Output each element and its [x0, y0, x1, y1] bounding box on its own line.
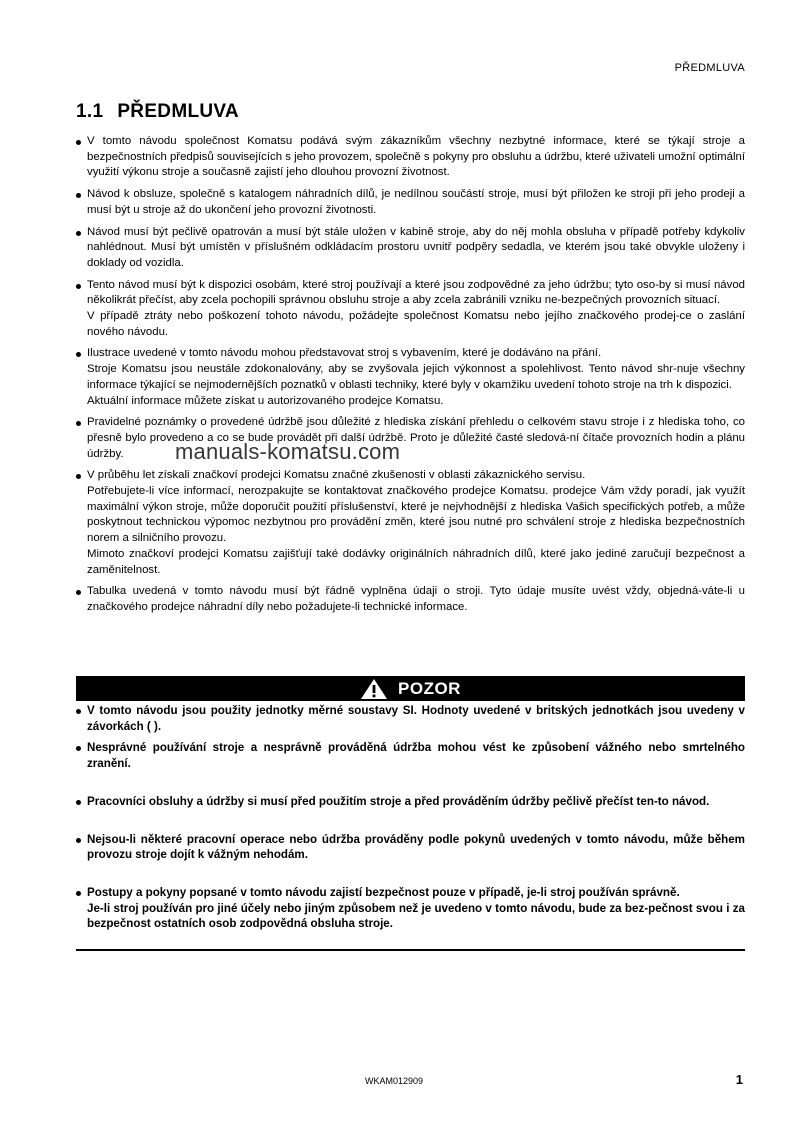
paragraph: Tento návod musí být k dispozici osobám, které stroj používají a které jsou zodpovědné za jeho údržbu; tyto oso-by si musí návod několikrát přečíst, aby zcela pochopili správnou obsluhu stroje a aby zcela zabránili vzniku ne-bezpečných provozních situací. [87, 278, 745, 307]
warning-item [76, 703, 745, 734]
paragraph: Potřebujete-li více informací, nerozpakujte se kontaktovat značkového prodejce Komatsu. prodejce Vám vždy poradí, jak využít maximální výkon stroje, může doporučit použití příslušenství, které je nejvhodnější z hlediska Vašich specifických potřeb, a může poskytnout technickou výpomoc nezbytnou pro provádění změn, které jsou nutné pro schválení stroje z hlediska bezpečnostních norem a silničního provozu. [87, 485, 745, 545]
bullet-icon [76, 838, 81, 843]
paragraph: Návod musí být pečlivě opatrován a musí být stále uložen v kabině stroje, aby do něj mohla obsluha v případě potřeby kdykoliv nahlédnout. Musí být umístěn v příslušném odkládacím prostoru uvnitř podpěry sedadla, ve kterém jsou také obvykle uloženy i doklady od vozidla. [87, 225, 745, 269]
warning-title: POZOR [398, 678, 461, 698]
list-item [76, 278, 745, 341]
paragraph: Postupy a pokyny popsané v tomto návodu zajistí bezpečnost pouze v případě, je-li stroj používán správně. [87, 885, 680, 899]
bullet-icon [76, 590, 81, 595]
bullet-icon [76, 474, 81, 479]
list-item [76, 225, 745, 272]
bullet-icon [76, 800, 81, 805]
bullet-icon [76, 891, 81, 896]
paragraph: Je-li stroj používán pro jiné účely nebo jiným způsobem než je uvedeno v tomto návodu, bude za bez-pečnost svou i za bezpečnost ostatních osob zodpovědná obsluha stroje. [87, 901, 745, 931]
bullet-icon [76, 140, 81, 145]
paragraph: Stroje Komatsu jsou neustále zdokonalovány, aby se zvyšovala jejich výkonnost a spolehlivost. Tento návod shr-nuje všechny informace týkající se nejmodernějších poznatků v oblasti techniky, které byly v okamžiku uvedení tohoto stroje na trh k dispozici. [87, 363, 745, 391]
bullet-icon [76, 352, 81, 357]
bullet-icon [76, 421, 81, 426]
paragraph: Nejsou-li některé pracovní operace nebo údržba prováděny podle pokynů uvedených v tomto návodu, může během provozu stroje dojít k vážným nehodám. [87, 832, 745, 862]
paragraph: V průběhu let získali značkoví prodejci Komatsu značné zkušenosti v oblasti zákaznického servisu. [87, 469, 586, 482]
bullet-icon [76, 284, 81, 289]
paragraph: Nesprávné používání stroje a nesprávně prováděná údržba mohou vést ke způsobení vážného nebo smrtelného zranění. [87, 741, 745, 771]
warning-triangle-icon [360, 678, 388, 700]
warning-item [76, 794, 745, 810]
paragraph: Návod k obsluze, společně s katalogem náhradních dílů, je nedílnou součástí stroje, musí být přiložen ke stroji při jeho prodeji a musí být u stroje až do ukončení jeho provozní životnosti. [87, 188, 745, 216]
bullet-icon [76, 709, 81, 714]
paragraph: V tomto návodu společnost Komatsu podává svým zákazníkům všechny nezbytné informace, které se týkají stroje a bezpečnostních předpisů souvisejících s jeho provozem, společně s pokyny pro obsluhu a údržbu, které uživateli umožní optimální využití výkonu stroje a současně zajistí jeho dlouhou provozní životnost. [87, 135, 745, 179]
bullet-icon [76, 193, 81, 198]
section-title-text: PŘEDMLUVA [117, 101, 239, 122]
section-number: 1.1 [76, 101, 104, 122]
paragraph: Mimoto značkoví prodejci Komatsu zajišťují také dodávky originálních náhradních dílů, které jako jediné zaručují bezpečnost a zaměnitelnost. [87, 547, 745, 576]
bullet-icon [76, 746, 81, 751]
list-item [76, 584, 745, 615]
warning-item [76, 885, 745, 932]
list-item [76, 346, 745, 409]
list-item [76, 187, 745, 218]
bullet-icon [76, 231, 81, 236]
paragraph: Pravidelné poznámky o provedené údržbě jsou důležité z hlediska získání přehledu o celkovém stavu stroje i z hlediska toho, co přesně bylo provedeno a co se bude provádět při další údržbě. Proto je důležité časté sledová-ní čítače provozních hodin a plánu údržby. [87, 416, 745, 460]
warning-item [76, 832, 745, 863]
paragraph: V případě ztráty nebo poškození tohoto návodu, požádejte společnost Komatsu nebo jejího značkového prodej-ce o zaslání nového návodu. [87, 310, 745, 338]
list-item [76, 468, 745, 578]
list-item [76, 134, 745, 181]
paragraph: V tomto návodu jsou použity jednotky měrné soustavy SI. Hodnoty uvedené v britských jednotkách jsou uvedeny v závorkách ( ). [87, 704, 745, 733]
foreword-content [76, 134, 745, 622]
warning-banner [76, 676, 745, 701]
paragraph: Ilustrace uvedené v tomto návodu mohou představovat stroj s vybavením, které je dodáváno na přání. [87, 347, 602, 360]
paragraph: Aktuální informace můžete získat u autorizovaného prodejce Komatsu. [87, 394, 444, 407]
footer-code: WKAM012909 [365, 1076, 424, 1086]
watermark: manuals-komatsu.com [175, 439, 401, 464]
divider [76, 949, 745, 951]
running-header: PŘEDMLUVA [674, 62, 745, 74]
warning-list [76, 703, 745, 932]
paragraph: Pracovníci obsluhy a údržby si musí před použitím stroje a před prováděním údržby pečlivě přečíst ten-to návod. [87, 794, 710, 808]
warning-item [76, 740, 745, 771]
page-number: 1 [735, 1072, 743, 1087]
section-title [76, 101, 239, 123]
paragraph: Tabulka uvedená v tomto návodu musí být řádně vyplněna údaji o stroji. Tyto údaje musíte uvést vždy, objedná-váte-li u značkového prodejce náhradní díly nebo požadujete-li technické informace. [87, 585, 745, 613]
